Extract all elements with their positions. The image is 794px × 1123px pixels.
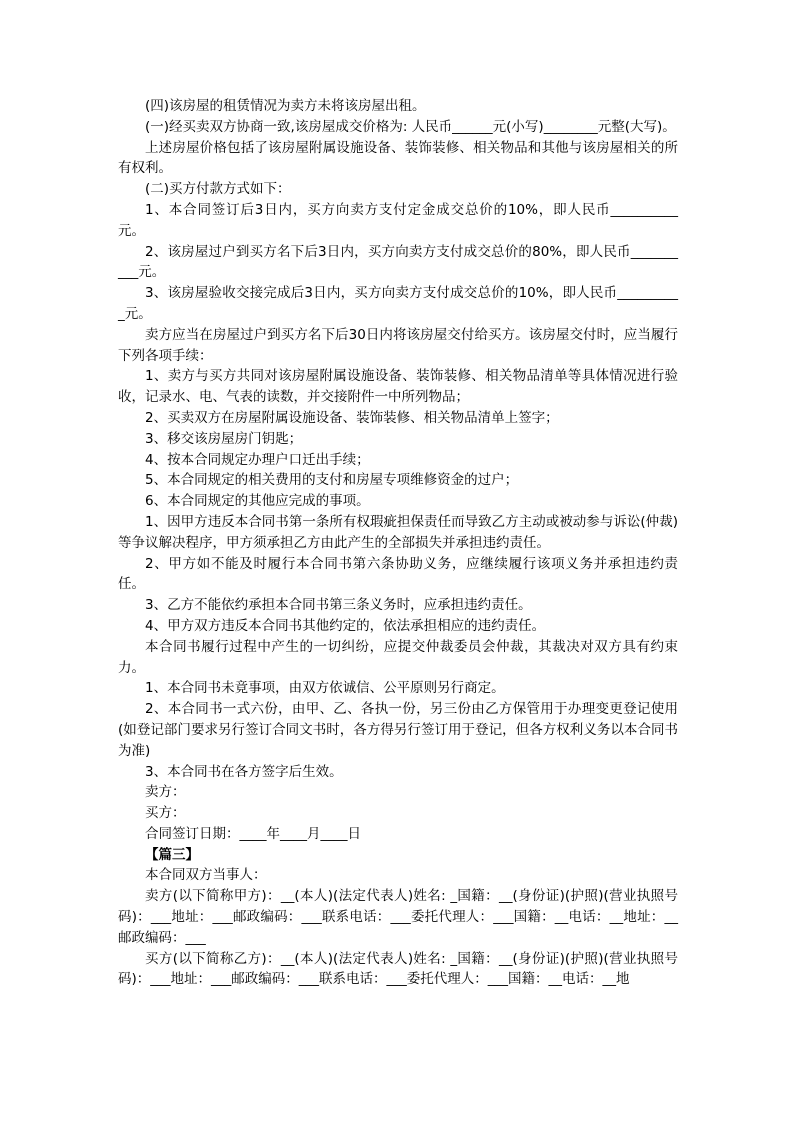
paragraph-liability-3: 3、乙方不能依约承担本合同书第三条义务时，应承担违约责任。	[145, 597, 532, 614]
paragraph-delivery-1: 1、卖方与买方共同对该房屋附属设施设备、装饰装修、相关物品清单等具体情况进行验收，记录水、电、气表的读数，并交接附件一中所列物品；	[118, 368, 678, 406]
paragraph-liability-2: 2、甲方如不能及时履行本合同书第六条协助义务，应继续履行该项义务并承担违约责任。	[118, 555, 678, 593]
paragraph-payment-1: 1、本合同签订后3日内，买方向卖方支付定金成交总价的10%，即人民币__________元。	[118, 201, 678, 239]
paragraph-liability-1: 1、因甲方违反本合同书第一条所有权瑕疵担保责任而导致乙方主动或被动参与诉讼(仲裁)等争议解决程序，甲方须承担乙方由此产生的全部损失并承担违约责任。	[118, 513, 678, 551]
document-page	[118, 96, 678, 990]
paragraph-delivery-3: 3、移交该房屋房门钥匙；	[145, 430, 303, 447]
paragraph-lease-status: (四)该房屋的租赁情况为卖方未将该房屋出租。	[145, 98, 426, 114]
paragraph-delivery-4: 4、按本合同规定办理户口迁出手续；	[145, 451, 370, 468]
paragraph-payment-2: 2、该房屋过户到买方名下后3日内，买方向卖方支付成交总价的80%，即人民币__________元。	[118, 243, 678, 281]
paragraph-misc-2: 2、本合同书一式六份，由甲、乙、各执一份，另三份由乙方保管用于办理变更登记使用(如登记部门要求另行签订合同文书时，各方得另行签订用于登记，但各方权利义务以本合同书为准)	[118, 701, 678, 759]
paragraph-parties: 本合同双方当事人：	[145, 867, 267, 884]
signature-seller: 卖方：	[145, 784, 186, 801]
paragraph-misc-3: 3、本合同书在各方签字后生效。	[145, 763, 343, 780]
section-heading: 【篇三】	[145, 846, 199, 863]
paragraph-delivery-5: 5、本合同规定的相关费用的支付和房屋专项维修资金的过户；	[145, 472, 519, 489]
paragraph-delivery-6: 6、本合同规定的其他应完成的事项。	[145, 493, 370, 510]
paragraph-buyer-info: 买方(以下简称乙方)：__(本人)(法定代表人)姓名: _国籍：__(身份证)(护照)(营业执照号码)：___地址：___邮政编码：___联系电话：___委托代理人：___国籍：__电话：__地	[118, 950, 678, 988]
paragraph-price: (一)经买卖双方协商一致,该房屋成交价格为: 人民币______元(小写)________元整(大写)。	[145, 118, 676, 135]
paragraph-price-scope: 上述房屋价格包括了该房屋附属设施设备、装饰装修、相关物品和其他与该房屋相关的所有权利。	[118, 139, 678, 177]
paragraph-delivery-2: 2、买卖双方在房屋附属设施设备、装饰装修、相关物品清单上签字；	[145, 409, 559, 426]
paragraph-dispute: 本合同书履行过程中产生的一切纠纷，应提交仲裁委员会仲裁，其裁决对双方具有约束力。	[118, 638, 678, 676]
signing-date: 合同签订日期：____年____月____日	[145, 825, 361, 842]
paragraph-liability-4: 4、甲方双方违反本合同书其他约定的，依法承担相应的违约责任。	[145, 617, 546, 634]
paragraph-misc-1: 1、本合同书未竟事项，由双方依诚信、公平原则另行商定。	[145, 680, 505, 697]
paragraph-delivery: 卖方应当在房屋过户到买方名下后30日内将该房屋交付给买方。该房屋交付时，应当履行下列各项手续：	[118, 326, 678, 364]
paragraph-payment-3: 3、该房屋验收交接完成后3日内，买方向卖方支付成交总价的10%，即人民币__________元。	[118, 285, 678, 322]
paragraph-payment-heading: (二)买方付款方式如下：	[145, 181, 291, 198]
paragraph-seller-info: 卖方(以下简称甲方)：__(本人)(法定代表人)姓名: _国籍：__(身份证)(护照)(营业执照号码)：___地址：___邮政编码：___联系电话：___委托代理人：___国籍：__电话：__地址：__邮政编码：___	[118, 888, 678, 946]
signature-buyer: 买方：	[145, 805, 186, 822]
